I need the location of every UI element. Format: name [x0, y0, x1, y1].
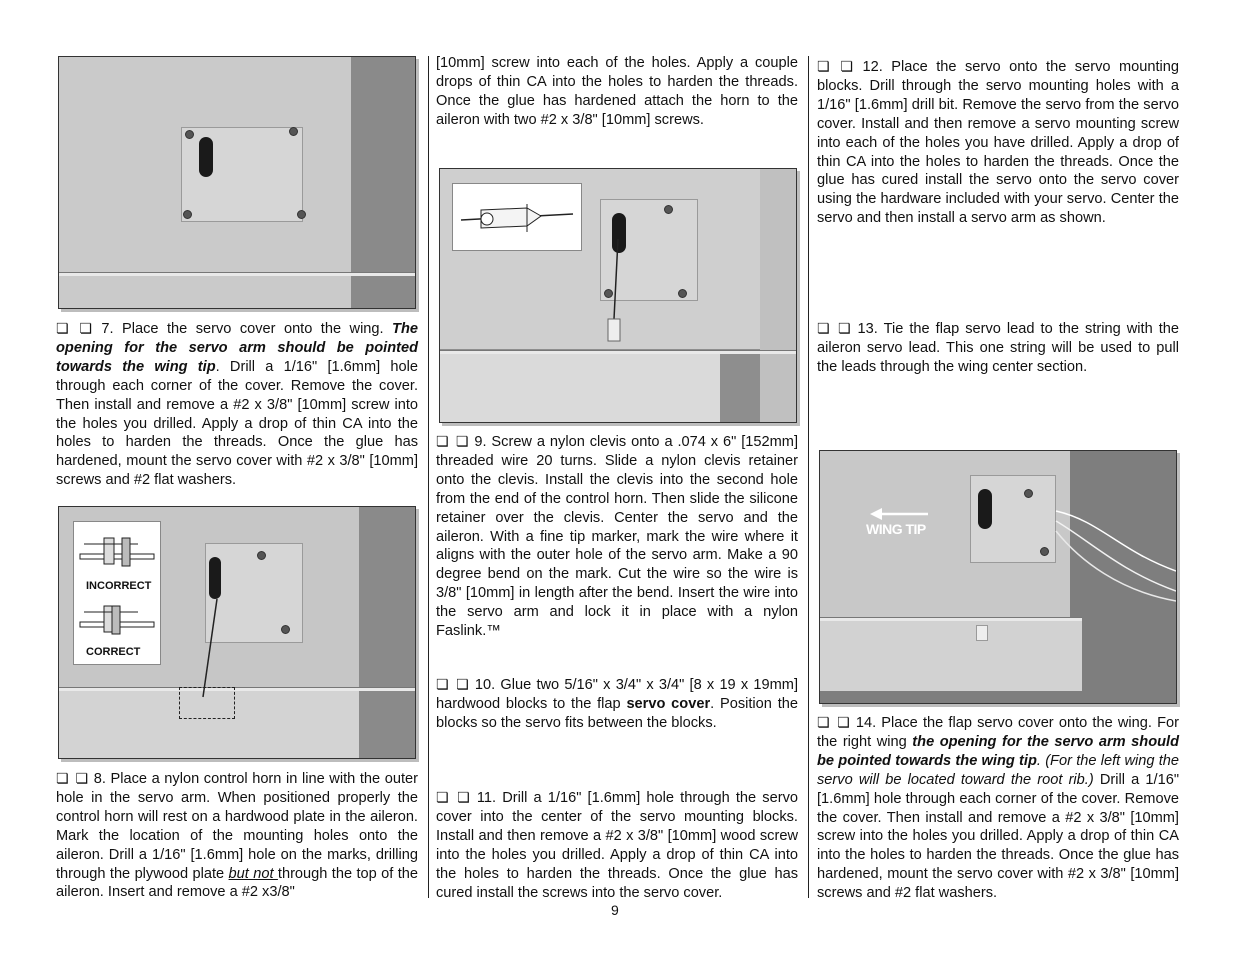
step-14: ❏ ❏ 14. Place the flap servo cover onto the wing. For the right wing the opening for the servo arm should be pointed towards the wing tip. (For the left wing the servo will be located toward the root rib.) Drill a 1/16" [1.6mm] hole through each corner of the cover. Remove the cover. Then install and remove a #2 x 3/8" [10mm] screw into the holes you drilled. Apply a drop of thin CA into the holes to harden the threads. Once the glue has hardened, mount the servo cover with #2 x 3/8" [10mm] screws and #2 flat washers. — [817, 715, 1180, 902]
checkbox-icon[interactable]: ❏ ❏ — [56, 771, 90, 787]
screw — [289, 127, 298, 136]
checkbox-icon[interactable]: ❏ ❏ — [436, 434, 470, 450]
screw — [185, 130, 194, 139]
wing-edge-shadow — [351, 57, 415, 308]
step-12: ❏ ❏ 12. Place the servo onto the servo mounting blocks. Drill through the servo mounting holes with a 1/16" [1.6mm] drill bit. Remove the servo from the servo cover. Install and then remove a servo mounting screw into each of the holes you have drilled. Apply a drop of thin CA into the holes to harden the threads. Once the glue has cured install the servo onto the servo cover using the hardware included with your servo. Center the servo and then install a servo arm as shown. — [817, 59, 1179, 227]
checkbox-icon[interactable]: ❏ ❏ — [817, 715, 851, 731]
step-8: ❏ ❏ 8. Place a nylon control horn in line with the outer hole in the servo arm. When positioned properly the control horn will rest on a hardwood plate in the aileron. Mark the location of the mounting holes onto the aileron. Drill a 1/16" [1.6mm] hole on the marks, drilling through the plywood plate but not through the top of the aileron. Insert and remove a #2 x3/8" — [56, 771, 418, 901]
correct-horn-icon — [78, 600, 156, 644]
servo-leads — [820, 451, 1176, 703]
photo-servo-cover — [58, 56, 416, 309]
hinge-line — [59, 272, 415, 276]
clevis-inset-diagram — [452, 183, 582, 251]
page-number: 9 — [611, 902, 619, 918]
servo-arm-slot — [199, 137, 213, 177]
wing-tip-label: WING TIP — [866, 521, 926, 537]
step-8-continued: [10mm] screw into each of the holes. Apply a couple drops of thin CA into the holes to harden the threads. Once the glue has hardened attach the horn to the aileron with two #2 x 3/8" [10mm] screws. — [436, 55, 798, 128]
checkbox-icon[interactable]: ❏ ❏ — [56, 321, 93, 337]
checkbox-icon[interactable]: ❏ ❏ — [436, 677, 470, 693]
step-13: ❏ ❏ 13. Tie the flap servo lead to the string with the aileron servo lead. This one string will be used to pull the leads through the wing center section. — [817, 321, 1179, 375]
screw — [297, 210, 306, 219]
horn-inset-diagram — [73, 521, 161, 665]
checkbox-icon[interactable]: ❏ ❏ — [436, 790, 471, 806]
incorrect-horn-icon — [78, 532, 156, 576]
correct-label: CORRECT — [86, 646, 141, 658]
incorrect-label: INCORRECT — [86, 580, 152, 592]
checkbox-icon[interactable]: ❏ ❏ — [817, 321, 852, 337]
arrow-left-icon — [870, 507, 930, 521]
step-7: ❏ ❏ 7. Place the servo cover onto the wing. The opening for the servo arm should be pointed towards the wing tip. Drill a 1/16" [1.6mm] hole through each corner of the cover. Remove the cover. Then install and remove a #2 x 3/8" [10mm] screw into the holes you drilled. Apply a drop of thin CA into the holes to harden the threads. Once the glue has hardened, mount the servo cover with #2 x 3/8" [10mm] screws and #2 flat washers. — [56, 321, 418, 489]
column-divider-left — [428, 56, 429, 898]
step-11: ❏ ❏ 11. Drill a 1/16" [1.6mm] hole through the servo cover into the center of the servo mounting blocks. Install and then remove a #2 x 3/8" [10mm] wood screw into the holes you drilled. Apply a drop of thin CA into the holes to harden the threads. Once the glue has cured install the screws into the servo cover. — [436, 790, 798, 901]
screw — [183, 210, 192, 219]
photo-clevis — [439, 168, 797, 423]
photo-flap-servo — [819, 450, 1177, 704]
photo-control-horn — [58, 506, 416, 759]
step-10: ❏ ❏ 10. Glue two 5/16" x 3/4" x 3/4" [8 x 19 x 19mm] hardwood blocks to the flap servo cover. Position the blocks so the servo fits between the blocks. — [436, 677, 798, 731]
clevis-icon — [457, 190, 577, 244]
step-9: ❏ ❏ 9. Screw a nylon clevis onto a .074 x 6" [152mm] threaded wire 20 turns. Slide a nylon clevis retainer onto the clevis. Install the clevis into the second hole from the end of the control horn. Then slide the silicone retainer over the clevis. Center the servo and the aileron. With a fine tip marker, mark the wire where it aligns with the outer hole of the servo arm. Make a 90 degree bend on the mark. Cut the wire so the wire is 3/8" [10mm] in length after the bend. Insert the wire into the servo arm and lock it in place with a nylon Faslink.™ — [436, 434, 798, 640]
column-divider-right — [808, 56, 809, 898]
checkbox-icon[interactable]: ❏ ❏ — [817, 59, 854, 75]
